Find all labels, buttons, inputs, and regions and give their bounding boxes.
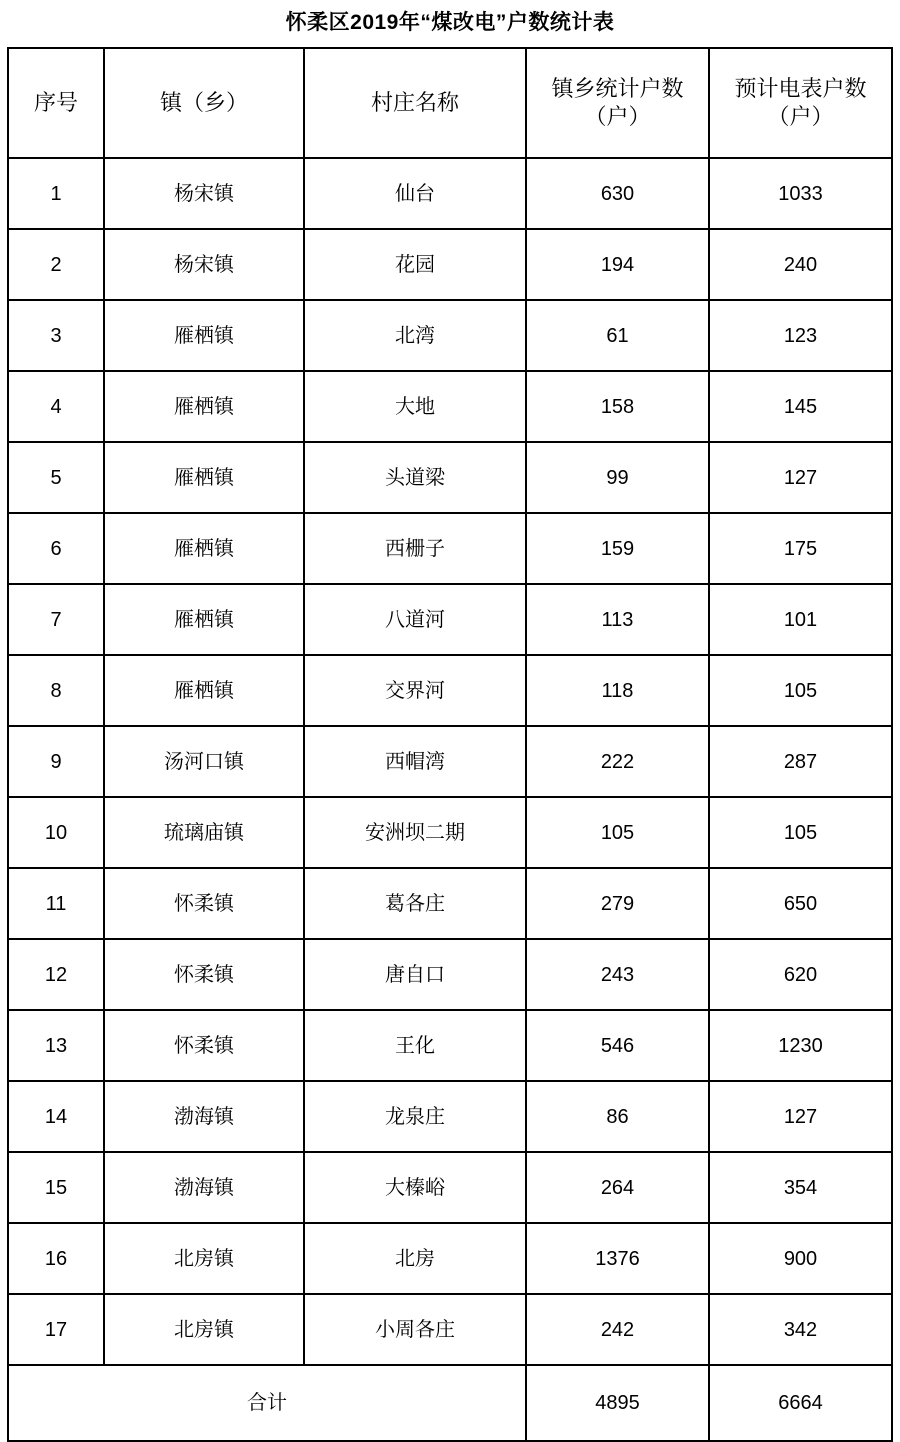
cell-town: 渤海镇 (104, 1081, 304, 1152)
cell-stat-households: 243 (526, 939, 709, 1010)
cell-seq: 1 (8, 158, 104, 229)
cell-meter-households: 127 (709, 442, 892, 513)
cell-town: 北房镇 (104, 1294, 304, 1365)
cell-stat-households: 279 (526, 868, 709, 939)
cell-seq: 16 (8, 1223, 104, 1294)
table-row (8, 371, 892, 442)
table-body (8, 158, 892, 1365)
cell-stat-households: 222 (526, 726, 709, 797)
cell-meter-households: 123 (709, 300, 892, 371)
cell-town: 雁栖镇 (104, 442, 304, 513)
page-title: 怀柔区2019年“煤改电”户数统计表 (285, 11, 615, 34)
cell-town: 雁栖镇 (104, 300, 304, 371)
cell-meter-households: 1033 (709, 158, 892, 229)
cell-stat-households: 546 (526, 1010, 709, 1081)
cell-town: 怀柔镇 (104, 868, 304, 939)
cell-village: 交界河 (304, 655, 526, 726)
cell-seq: 4 (8, 371, 104, 442)
header-cell-village: 村庄名称 (304, 48, 526, 158)
cell-seq: 9 (8, 726, 104, 797)
cell-seq: 17 (8, 1294, 104, 1365)
cell-meter-households: 127 (709, 1081, 892, 1152)
cell-stat-households: 86 (526, 1081, 709, 1152)
cell-stat-households: 105 (526, 797, 709, 868)
cell-seq: 10 (8, 797, 104, 868)
cell-meter-households: 145 (709, 371, 892, 442)
header-cell-stat-line1: 镇乡统计户数 (551, 75, 684, 101)
cell-seq: 13 (8, 1010, 104, 1081)
table-row (8, 939, 892, 1010)
cell-village: 唐自口 (304, 939, 526, 1010)
cell-seq: 12 (8, 939, 104, 1010)
cell-seq: 6 (8, 513, 104, 584)
cell-seq: 15 (8, 1152, 104, 1223)
cell-village: 大榛峪 (304, 1152, 526, 1223)
cell-seq: 3 (8, 300, 104, 371)
cell-stat-households: 113 (526, 584, 709, 655)
cell-meter-households: 900 (709, 1223, 892, 1294)
table-row (8, 1081, 892, 1152)
cell-village: 安洲坝二期 (304, 797, 526, 868)
cell-meter-households: 175 (709, 513, 892, 584)
table-row (8, 1152, 892, 1223)
cell-village: 仙台 (304, 158, 526, 229)
cell-town: 渤海镇 (104, 1152, 304, 1223)
cell-village: 小周各庄 (304, 1294, 526, 1365)
cell-stat-households: 194 (526, 229, 709, 300)
cell-village: 北房 (304, 1223, 526, 1294)
table-row (8, 1223, 892, 1294)
cell-meter-households: 342 (709, 1294, 892, 1365)
table-row (8, 442, 892, 513)
cell-village: 西帽湾 (304, 726, 526, 797)
cell-stat-households: 61 (526, 300, 709, 371)
cell-stat-households: 242 (526, 1294, 709, 1365)
cell-stat-households: 1376 (526, 1223, 709, 1294)
cell-town: 雁栖镇 (104, 513, 304, 584)
cell-town: 雁栖镇 (104, 371, 304, 442)
table-row (8, 868, 892, 939)
cell-seq: 11 (8, 868, 104, 939)
cell-meter-households: 620 (709, 939, 892, 1010)
cell-town: 怀柔镇 (104, 939, 304, 1010)
total-row (8, 1365, 892, 1441)
table-header (8, 48, 892, 158)
table-row (8, 726, 892, 797)
cell-seq: 5 (8, 442, 104, 513)
cell-stat-households: 99 (526, 442, 709, 513)
cell-stat-households: 630 (526, 158, 709, 229)
total-label: 合计 (8, 1365, 526, 1441)
cell-town: 雁栖镇 (104, 584, 304, 655)
cell-village: 头道梁 (304, 442, 526, 513)
total-meter: 6664 (709, 1365, 892, 1441)
cell-seq: 2 (8, 229, 104, 300)
cell-village: 龙泉庄 (304, 1081, 526, 1152)
table-row (8, 513, 892, 584)
cell-seq: 7 (8, 584, 104, 655)
cell-stat-households: 118 (526, 655, 709, 726)
header-cell-stat-line2: （户） (584, 104, 651, 130)
header-cell-meter-line1: 预计电表户数 (734, 75, 867, 101)
cell-town: 怀柔镇 (104, 1010, 304, 1081)
table-row (8, 300, 892, 371)
cell-village: 花园 (304, 229, 526, 300)
cell-stat-households: 264 (526, 1152, 709, 1223)
cell-stat-households: 158 (526, 371, 709, 442)
header-cell-meter-households (709, 48, 892, 158)
cell-village: 北湾 (304, 300, 526, 371)
cell-meter-households: 650 (709, 868, 892, 939)
table-row (8, 797, 892, 868)
cell-town: 北房镇 (104, 1223, 304, 1294)
cell-meter-households: 240 (709, 229, 892, 300)
header-cell-seq: 序号 (8, 48, 104, 158)
cell-meter-households: 287 (709, 726, 892, 797)
cell-village: 八道河 (304, 584, 526, 655)
cell-meter-households: 1230 (709, 1010, 892, 1081)
cell-town: 杨宋镇 (104, 158, 304, 229)
cell-town: 汤河口镇 (104, 726, 304, 797)
table-row (8, 229, 892, 300)
header-cell-stat-households (526, 48, 709, 158)
cell-town: 杨宋镇 (104, 229, 304, 300)
cell-stat-households: 159 (526, 513, 709, 584)
total-stat: 4895 (526, 1365, 709, 1441)
header-cell-town: 镇（乡） (104, 48, 304, 158)
header-cell-meter-line2: （户） (767, 104, 834, 130)
cell-meter-households: 105 (709, 797, 892, 868)
table-row (8, 158, 892, 229)
cell-village: 大地 (304, 371, 526, 442)
cell-meter-households: 101 (709, 584, 892, 655)
cell-village: 葛各庄 (304, 868, 526, 939)
table-row (8, 1010, 892, 1081)
cell-meter-households: 354 (709, 1152, 892, 1223)
cell-meter-households: 105 (709, 655, 892, 726)
header-row (8, 48, 892, 158)
cell-town: 琉璃庙镇 (104, 797, 304, 868)
statistics-table (7, 47, 893, 1442)
cell-town: 雁栖镇 (104, 655, 304, 726)
cell-seq: 8 (8, 655, 104, 726)
cell-village: 西栅子 (304, 513, 526, 584)
table-row (8, 655, 892, 726)
cell-seq: 14 (8, 1081, 104, 1152)
table-row (8, 1294, 892, 1365)
cell-village: 王化 (304, 1010, 526, 1081)
table-footer (8, 1365, 892, 1441)
table-row (8, 584, 892, 655)
